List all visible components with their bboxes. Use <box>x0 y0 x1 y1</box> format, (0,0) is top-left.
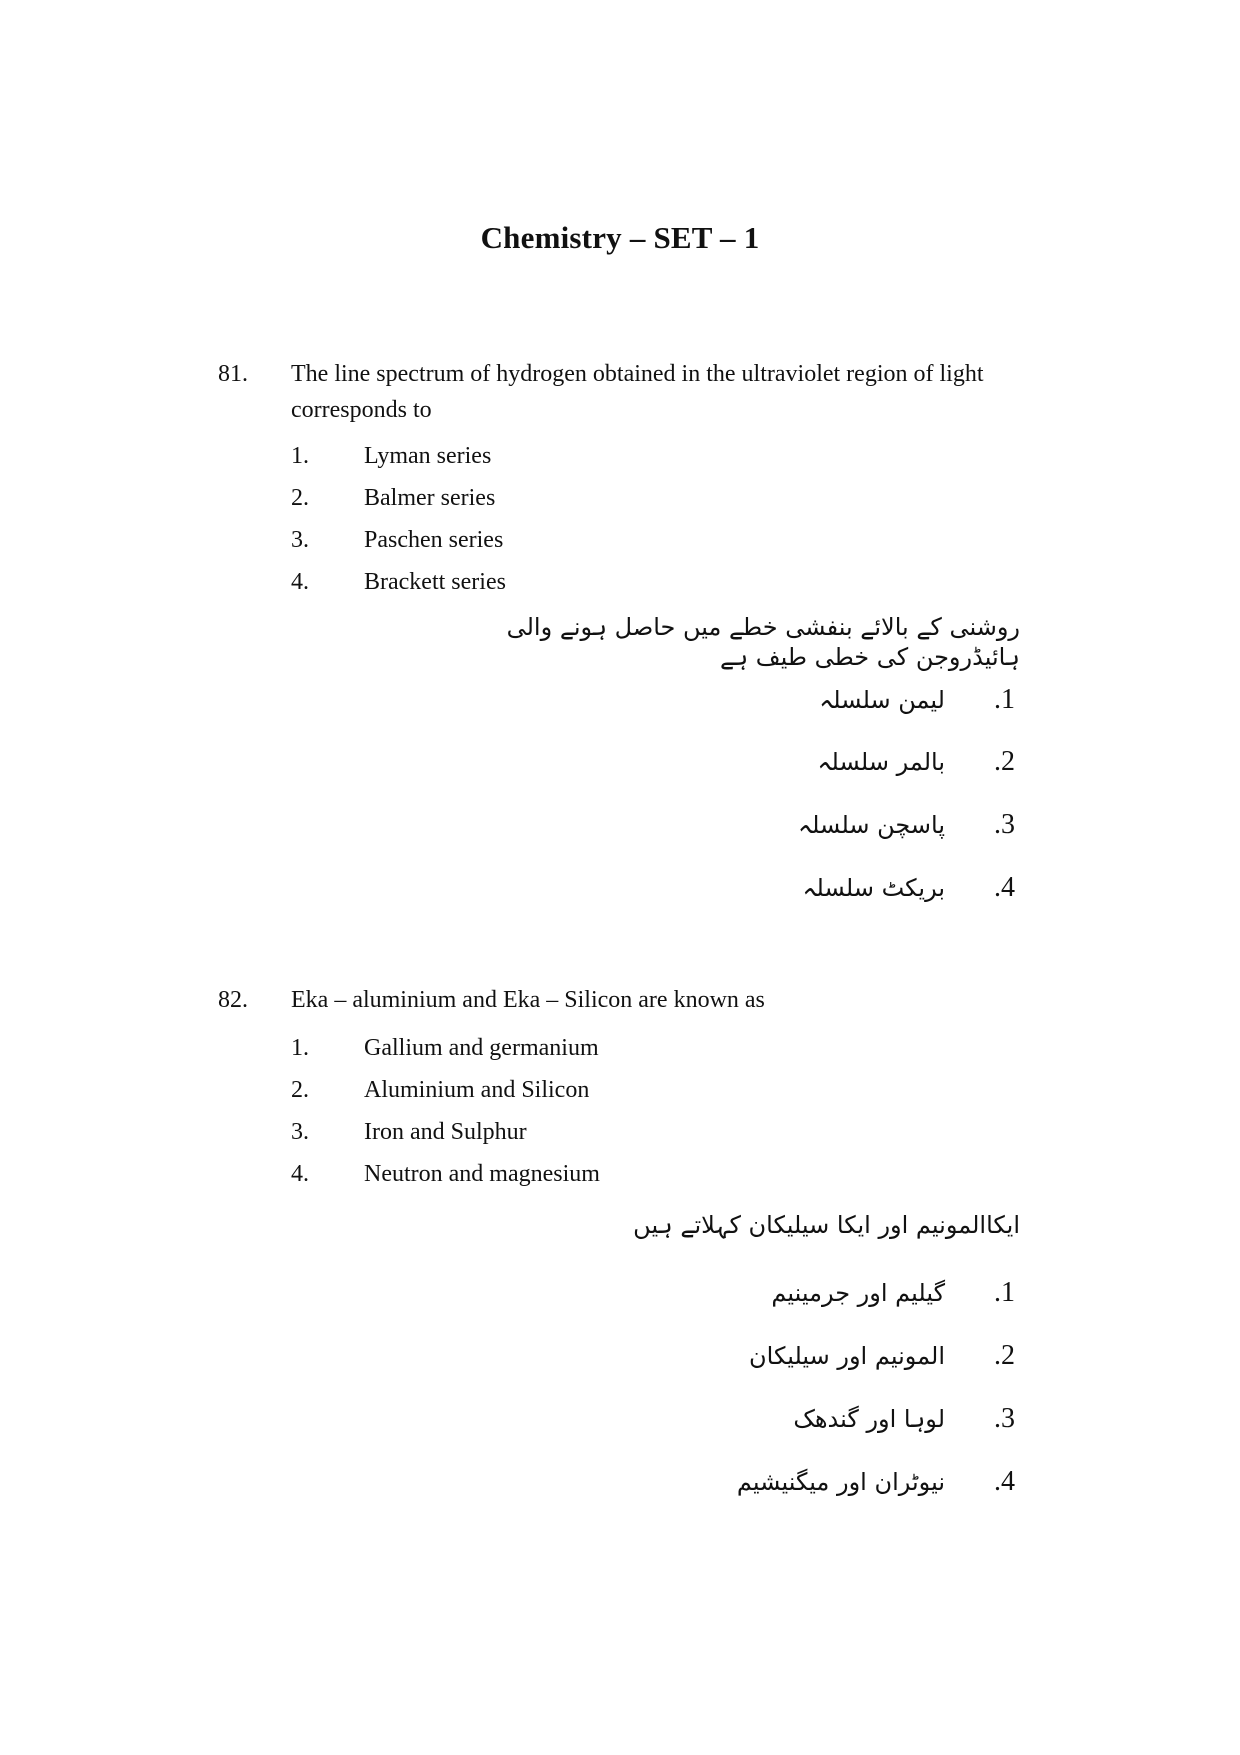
urdu-option-text: بریکٹ سلسلہ <box>802 874 945 902</box>
option-number: 1. <box>291 1035 309 1061</box>
option-number: 1. <box>291 443 309 469</box>
urdu-option-text: گیلیم اور جرمینیم <box>771 1279 945 1307</box>
option-number: 4. <box>291 1161 309 1187</box>
option-text: Balmer series <box>364 485 496 511</box>
urdu-option-text: پاسچن سلسلہ <box>798 811 945 839</box>
option-number: 2. <box>291 1077 309 1103</box>
urdu-option-number: .2 <box>994 1340 1015 1371</box>
urdu-option-2 <box>0 742 1240 782</box>
option-number: 3. <box>291 527 309 553</box>
urdu-option-number: .2 <box>994 746 1015 777</box>
option-3 <box>0 522 1240 558</box>
question-text: Eka – aluminium and Eka – Silicon are known as <box>291 987 765 1013</box>
option-text: Iron and Sulphur <box>364 1119 527 1145</box>
option-text: Lyman series <box>364 443 492 469</box>
option-1 <box>0 1030 1240 1066</box>
option-text: Neutron and magnesium <box>364 1161 600 1187</box>
urdu-option-3 <box>0 805 1240 845</box>
urdu-option-text: نیوٹران اور میگنیشیم <box>736 1468 945 1496</box>
option-2 <box>0 480 1240 516</box>
question-number: 81. <box>218 361 248 387</box>
urdu-question-text: ایکاالمونیم اور ایکا سیلیکان کہلاتے ہیں <box>633 1211 1020 1239</box>
option-4 <box>0 564 1240 600</box>
urdu-option-text: لوہا اور گندھک <box>793 1405 945 1433</box>
option-text: Paschen series <box>364 527 504 553</box>
urdu-option-number: .4 <box>994 872 1015 903</box>
urdu-option-number: .1 <box>994 684 1015 715</box>
urdu-option-number: .3 <box>994 1403 1015 1434</box>
urdu-option-text: المونیم اور سیلیکان <box>749 1342 945 1370</box>
option-3 <box>0 1114 1240 1150</box>
option-number: 3. <box>291 1119 309 1145</box>
urdu-option-text: لیمن سلسلہ <box>819 686 945 714</box>
urdu-option-1 <box>0 1273 1240 1313</box>
question-number: 82. <box>218 987 248 1013</box>
urdu-option-4 <box>0 1462 1240 1502</box>
urdu-option-4 <box>0 868 1240 908</box>
urdu-question-text: روشنی کے بالائے بنفشی خطے میں حاصل ہونے والی ہائیڈروجن کی خطی طیف ہے <box>506 613 1020 671</box>
option-number: 2. <box>291 485 309 511</box>
option-4 <box>0 1156 1240 1192</box>
option-2 <box>0 1072 1240 1108</box>
question-text: The line spectrum of hydrogen obtained in the ultraviolet region of light corresponds to <box>291 361 984 423</box>
urdu-option-number: .3 <box>994 809 1015 840</box>
option-text: Brackett series <box>364 569 506 595</box>
urdu-option-3 <box>0 1399 1240 1439</box>
option-1 <box>0 438 1240 474</box>
page-title: Chemistry – SET – 1 <box>480 220 760 255</box>
option-text: Aluminium and Silicon <box>364 1077 590 1103</box>
urdu-option-1 <box>0 680 1240 720</box>
urdu-option-number: .1 <box>994 1277 1015 1308</box>
option-number: 4. <box>291 569 309 595</box>
urdu-option-2 <box>0 1336 1240 1376</box>
option-text: Gallium and germanium <box>364 1035 599 1061</box>
urdu-option-number: .4 <box>994 1466 1015 1497</box>
urdu-option-text: بالمر سلسلہ <box>817 748 945 776</box>
